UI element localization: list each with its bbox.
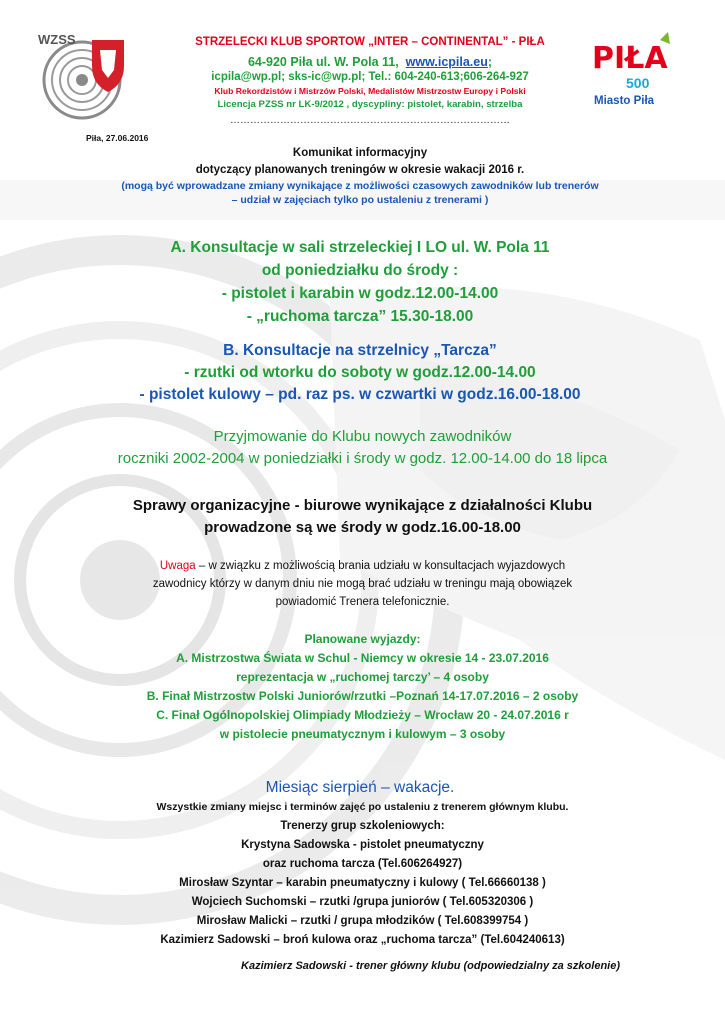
office-line-1: Sprawy organizacyjne - biurowe wynikające z działalności Klubu xyxy=(132,497,593,514)
recruitment-line-1: Przyjmowanie do Klubu nowych zawodników xyxy=(213,428,512,445)
trip-c-line-2: w pistolecie pneumatycznym i kulowym – 3 osoby xyxy=(219,727,506,741)
announcement-block xyxy=(110,145,610,207)
pila-logo-number: 500 xyxy=(626,75,650,91)
office-hours xyxy=(80,495,645,539)
club-license: Licencja PZSS nr LK-9/2012 , dyscypliny: pistolet, karabin, strzelba xyxy=(217,99,523,110)
notice-label: Uwaga xyxy=(159,560,196,572)
trip-b-line-1: B. Finał Mistrzostw Polski Juniorów/rzutki –Poznań 14-17.07.2016 – 2 osoby xyxy=(146,689,579,703)
coach-line: Mirosław Malicki – rzutki / grupa młodzików ( Tel.608399754 ) xyxy=(196,915,529,927)
notice-text-1: – w związku z możliwością brania udziału w konsultacjach wyjazdowych xyxy=(195,560,566,572)
trip-c-line-1: C. Finał Ogólnopolskiej Olimpiady Młodzieży – Wrocław 20 - 24.07.2016 r xyxy=(156,708,569,722)
pila-logo-caption: Miasto Piła xyxy=(594,95,655,107)
announcement-note-2: – udział w zajęciach tylko po ustaleniu z trenerami ) xyxy=(231,194,489,206)
club-subtitle: Klub Rekordzistów i Mistrzów Polski, Medalistów Mistrzostw Europy i Polski xyxy=(214,86,526,96)
coach-line: Kazimierz Sadowski – broń kulowa oraz „ruchoma tarcza” (Tel.604240613) xyxy=(160,934,565,946)
trip-a-line-2: reprezentacja w „ruchomej tarczy’ – 4 osoby xyxy=(236,670,489,684)
club-contact: icpila@wp.pl; sks-ic@wp.pl; Tel.: 604-240-613;606-264-927 xyxy=(211,71,529,83)
notice-text-2: zawodnicy którzy w danym dniu nie mogą brać udziału w treningu mają obowiązek xyxy=(152,578,573,590)
club-address-line: 64-920 Piła ul. W. Pola 11, www.icpila.eu; xyxy=(247,55,493,69)
planned-trips xyxy=(90,630,635,744)
section-b-line-2: - rzutki od wtorku do soboty w godz.12.00-14.00 xyxy=(184,364,536,381)
wzss-logo-text: WZSS xyxy=(38,32,76,47)
announcement-note-1: (mogą być wprowadzane zmiany wynikające z możliwości czasowych zawodników lub trenerów xyxy=(121,180,599,192)
coach-line: oraz ruchoma tarcza (Tel.606264927) xyxy=(262,858,463,870)
section-a-line-2: od poniedziałku do środy : xyxy=(261,262,459,279)
coach-line: Krystyna Sadowska - pistolet pneumatyczny xyxy=(241,839,484,851)
section-a-line-4: - „ruchoma tarcza” 15.30-18.00 xyxy=(246,308,474,325)
recruitment xyxy=(70,426,655,470)
section-b xyxy=(110,340,610,406)
miasto-pila-logo xyxy=(590,30,674,110)
trip-a-line-1: A. Mistrzostwa Świata w Schul - Niemcy w okresie 14 - 23.07.2016 xyxy=(176,651,549,665)
wzss-logo xyxy=(34,26,130,122)
announcement-subtitle: dotyczący planowanych treningów w okresie wakacji 2016 r. xyxy=(195,164,525,176)
signature: Kazimierz Sadowski - trener główny klubu (odpowiedzialny za szkolenie) xyxy=(241,960,620,972)
section-a xyxy=(110,236,610,328)
coaches-heading: Trenerzy grup szkoleniowych: xyxy=(280,820,445,832)
trips-heading: Planowane wyjazdy: xyxy=(304,632,421,646)
coach-line: Mirosław Szyntar – karabin pneumatyczny i kulowy ( Tel.66660138 ) xyxy=(179,877,546,889)
recruitment-line-2: roczniki 2002-2004 w poniedziałki i środy w godz. 12.00-14.00 do 18 lipca xyxy=(117,450,608,467)
coach-line: Wojciech Suchomski – rzutki /grupa juniorów ( Tel.605320306 ) xyxy=(191,896,534,908)
club-website-link[interactable]: www.icpila.eu xyxy=(405,55,488,69)
announcement-title: Komunikat informacyjny xyxy=(292,147,428,159)
document-date: Piła, 27.06.2016 xyxy=(86,133,149,143)
section-b-line-3: - pistolet kulowy – pd. raz ps. w czwartki w godz.16.00-18.00 xyxy=(139,386,581,403)
august-info: Wszystkie zmiany miejsc i terminów zajęć po ustaleniu z trenerem głównym klubu. xyxy=(156,801,569,813)
notice-text-3: powiadomić Trenera telefonicznie. xyxy=(275,596,450,608)
notice xyxy=(90,557,635,611)
section-b-line-1: B. Konsultacje na strzelnicy „Tarcza” xyxy=(223,342,497,359)
pila-logo-text: PIŁA xyxy=(592,41,668,76)
coaches-block xyxy=(80,797,645,950)
section-a-line-3: - pistolet i karabin w godz.12.00-14.00 xyxy=(221,285,499,302)
club-address: 64-920 Piła ul. W. Pola 11, xyxy=(247,55,399,69)
august-heading: Miesiąc sierpień – wakacje. xyxy=(265,779,455,796)
header-divider-dots: ………………………………………………………………………… xyxy=(230,115,510,126)
office-line-2: prowadzone są we środy w godz.16.00-18.00 xyxy=(204,519,521,536)
section-a-line-1: A. Konsultacje w sali strzeleckiej I LO ul. W. Pola 11 xyxy=(170,239,550,256)
club-name: STRZELECKI KLUB SPORTOW „INTER – CONTINENTAL” - PIŁA xyxy=(195,36,545,48)
